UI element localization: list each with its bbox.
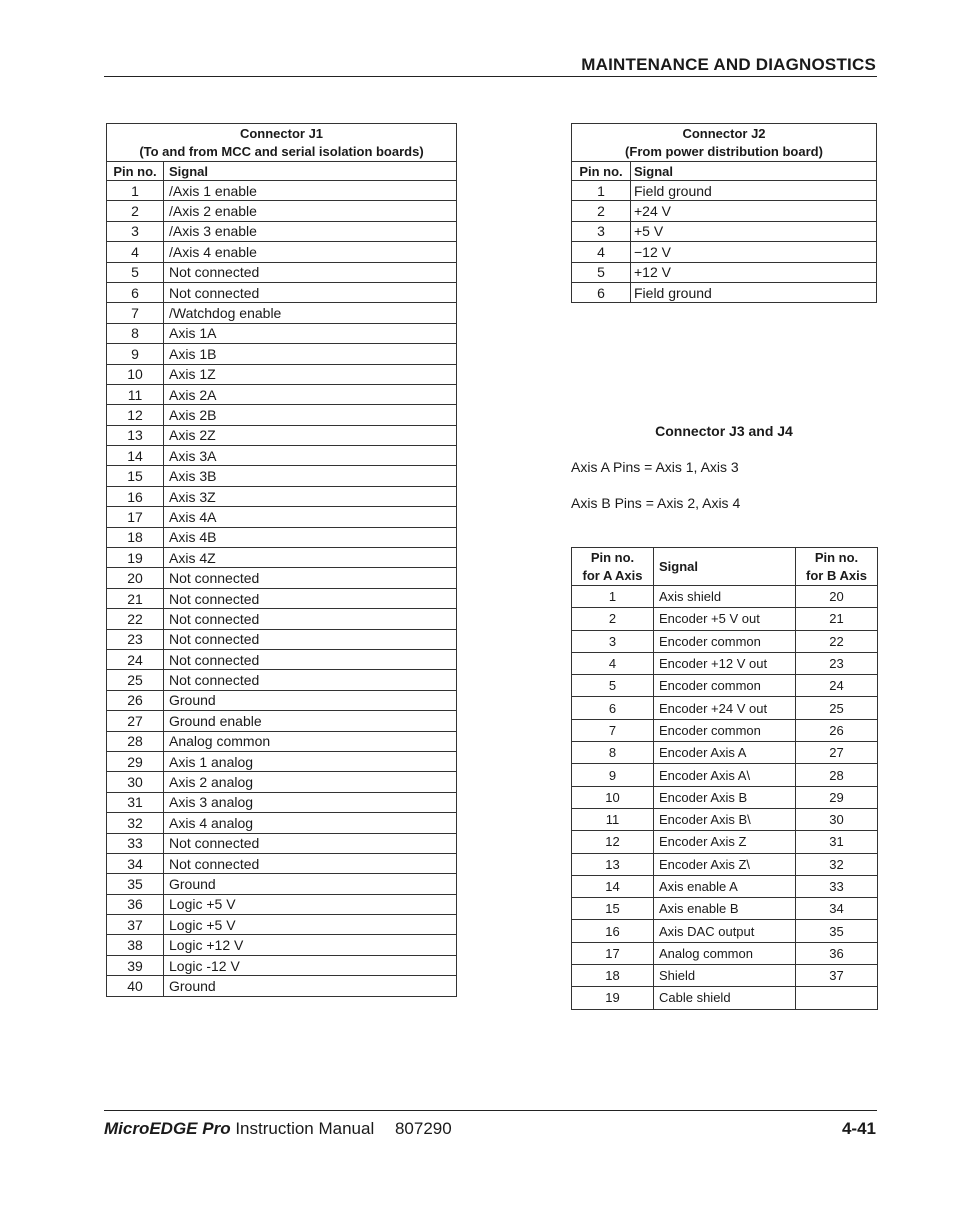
j34-cell: 24 — [796, 675, 878, 697]
j1-cell: 32 — [107, 813, 164, 833]
table-row — [572, 221, 877, 241]
j2-caption — [572, 124, 877, 162]
connector-j34-table — [571, 547, 878, 1010]
j2-cell: 2 — [572, 201, 631, 221]
table-row — [107, 976, 457, 996]
j34-cell: 7 — [572, 719, 654, 741]
j34-cell: 22 — [796, 630, 878, 652]
table-row — [107, 874, 457, 894]
j34-cell: 11 — [572, 808, 654, 830]
j34-cell: Encoder Axis A — [654, 742, 796, 764]
j34-cell: 1 — [572, 586, 654, 608]
j1-cell: 38 — [107, 935, 164, 955]
footer-divider — [104, 1110, 877, 1111]
table-row — [107, 242, 457, 262]
j34-cell: 37 — [796, 965, 878, 987]
table-row — [107, 649, 457, 669]
table-row — [107, 568, 457, 588]
table-row — [572, 262, 877, 282]
table-row — [572, 282, 877, 302]
j34-cell: Encoder common — [654, 675, 796, 697]
j34-col-b-line1: Pin no. — [814, 549, 859, 565]
j1-cell: 5 — [107, 262, 164, 282]
j1-cell: 16 — [107, 486, 164, 506]
j1-cell: 39 — [107, 955, 164, 975]
j2-cell: +24 V — [631, 201, 877, 221]
j34-cell: 10 — [572, 786, 654, 808]
j34-note-a: Axis A Pins = Axis 1, Axis 3 — [571, 459, 739, 475]
j34-cell: Encoder Axis A\ — [654, 764, 796, 786]
table-row — [107, 364, 457, 384]
table-row — [572, 201, 877, 221]
j1-cell: Axis 3Z — [164, 486, 457, 506]
table-row — [572, 764, 878, 786]
table-row — [107, 507, 457, 527]
j34-cell: Axis DAC output — [654, 920, 796, 942]
j1-cell: /Axis 4 enable — [164, 242, 457, 262]
j1-cell: 18 — [107, 527, 164, 547]
table-row — [572, 808, 878, 830]
j1-cell: 26 — [107, 690, 164, 710]
j1-cell: /Axis 2 enable — [164, 201, 457, 221]
j1-cell: 27 — [107, 711, 164, 731]
j1-cell: 29 — [107, 751, 164, 771]
j34-cell: 25 — [796, 697, 878, 719]
table-row — [107, 282, 457, 302]
j34-cell: 27 — [796, 742, 878, 764]
j34-cell: Axis shield — [654, 586, 796, 608]
table-row — [107, 548, 457, 568]
j2-col-signal: Signal — [631, 162, 877, 181]
table-row — [572, 920, 878, 942]
j34-col-signal: Signal — [654, 548, 796, 586]
j34-cell: 21 — [796, 608, 878, 630]
j34-cell: Shield — [654, 965, 796, 987]
j1-cell: 40 — [107, 976, 164, 996]
j2-cell: 4 — [572, 242, 631, 262]
table-row — [107, 588, 457, 608]
j1-cell: 7 — [107, 303, 164, 323]
j1-cell: Axis 2 analog — [164, 772, 457, 792]
table-row — [107, 894, 457, 914]
j1-cell: 36 — [107, 894, 164, 914]
footer-brand: MicroEDGE Pro — [104, 1119, 231, 1138]
j2-col-pin: Pin no. — [572, 162, 631, 181]
j1-cell: 11 — [107, 384, 164, 404]
j34-cell: 9 — [572, 764, 654, 786]
j1-caption — [107, 124, 457, 162]
j2-cell: 1 — [572, 181, 631, 201]
j34-cell: 19 — [572, 987, 654, 1009]
j1-cell: /Axis 3 enable — [164, 221, 457, 241]
connector-j1-table — [106, 123, 457, 997]
table-row — [107, 466, 457, 486]
table-row — [107, 853, 457, 873]
j34-cell: 8 — [572, 742, 654, 764]
j34-cell: Encoder Axis Z — [654, 831, 796, 853]
j1-cell: 28 — [107, 731, 164, 751]
table-row — [572, 586, 878, 608]
j1-cell: 15 — [107, 466, 164, 486]
j34-col-a-line1: Pin no. — [590, 549, 635, 565]
j1-title: Connector J1 — [239, 125, 324, 141]
table-row — [107, 425, 457, 445]
j34-cell: 6 — [572, 697, 654, 719]
j34-cell: 5 — [572, 675, 654, 697]
j34-title: Connector J3 and J4 — [655, 423, 793, 439]
table-row — [572, 652, 878, 674]
table-row — [572, 630, 878, 652]
j1-cell: Axis 4 analog — [164, 813, 457, 833]
j1-cell: Ground — [164, 874, 457, 894]
table-row — [107, 181, 457, 201]
j1-cell: Axis 4Z — [164, 548, 457, 568]
table-row — [572, 898, 878, 920]
page-header-title: MAINTENANCE AND DIAGNOSTICS — [581, 55, 876, 74]
j34-cell: Axis enable B — [654, 898, 796, 920]
table-row — [107, 344, 457, 364]
j34-cell: 34 — [796, 898, 878, 920]
j1-cell: Ground — [164, 976, 457, 996]
j1-cell: 6 — [107, 282, 164, 302]
j1-cell: 1 — [107, 181, 164, 201]
j34-col-a-line2: for A Axis — [582, 567, 643, 583]
j1-cell: 10 — [107, 364, 164, 384]
j2-rows — [572, 181, 877, 303]
j1-cell: Ground enable — [164, 711, 457, 731]
j1-subtitle: (To and from MCC and serial isolation boards) — [139, 143, 424, 159]
j34-cell: 18 — [572, 965, 654, 987]
j1-cell: 30 — [107, 772, 164, 792]
j1-cell: Axis 2A — [164, 384, 457, 404]
j1-cell: Not connected — [164, 629, 457, 649]
j1-cell: 20 — [107, 568, 164, 588]
table-row — [572, 608, 878, 630]
j1-rows — [107, 181, 457, 997]
table-row — [107, 751, 457, 771]
table-row — [107, 384, 457, 404]
j34-cell: 31 — [796, 831, 878, 853]
j34-cell: Encoder +5 V out — [654, 608, 796, 630]
j34-col-a — [572, 548, 654, 586]
j34-cell: 20 — [796, 586, 878, 608]
table-row — [572, 965, 878, 987]
j34-cell: 13 — [572, 853, 654, 875]
j1-cell: 17 — [107, 507, 164, 527]
j1-cell: Axis 4B — [164, 527, 457, 547]
j34-cell — [796, 987, 878, 1009]
j1-cell: Logic +12 V — [164, 935, 457, 955]
table-row — [107, 446, 457, 466]
j2-cell: Field ground — [631, 181, 877, 201]
j1-cell: Not connected — [164, 262, 457, 282]
j1-cell: 14 — [107, 446, 164, 466]
j34-cell: 12 — [572, 831, 654, 853]
table-row — [572, 875, 878, 897]
j1-cell: Logic +5 V — [164, 915, 457, 935]
j2-cell: 3 — [572, 221, 631, 241]
j34-cell: Encoder common — [654, 719, 796, 741]
j1-cell: Logic +5 V — [164, 894, 457, 914]
table-row — [572, 987, 878, 1009]
table-row — [107, 813, 457, 833]
j1-cell: 22 — [107, 609, 164, 629]
j1-cell: Axis 1A — [164, 323, 457, 343]
table-row — [107, 670, 457, 690]
j1-cell: Ground — [164, 690, 457, 710]
j1-cell: Axis 1B — [164, 344, 457, 364]
footer-doc-number: 807290 — [394, 1119, 452, 1138]
j1-cell: Axis 3A — [164, 446, 457, 466]
table-row — [107, 629, 457, 649]
table-row — [107, 955, 457, 975]
table-row — [572, 742, 878, 764]
j1-cell: Analog common — [164, 731, 457, 751]
j1-cell: 37 — [107, 915, 164, 935]
j2-cell: Field ground — [631, 282, 877, 302]
j34-rows — [572, 586, 878, 1010]
table-row — [107, 609, 457, 629]
j1-cell: Not connected — [164, 568, 457, 588]
j1-cell: 25 — [107, 670, 164, 690]
j1-cell: Not connected — [164, 588, 457, 608]
j1-cell: Not connected — [164, 649, 457, 669]
table-row — [107, 772, 457, 792]
j34-cell: 35 — [796, 920, 878, 942]
j1-cell: 2 — [107, 201, 164, 221]
connector-j2-table — [571, 123, 877, 303]
j34-cell: Analog common — [654, 942, 796, 964]
j34-cell: 30 — [796, 808, 878, 830]
j34-cell: 14 — [572, 875, 654, 897]
table-row — [107, 792, 457, 812]
table-row — [107, 915, 457, 935]
j34-cell: Encoder Axis Z\ — [654, 853, 796, 875]
j1-col-pin: Pin no. — [107, 162, 164, 181]
j2-cell: 6 — [572, 282, 631, 302]
j1-cell: 35 — [107, 874, 164, 894]
table-row — [107, 405, 457, 425]
footer-manual-title — [104, 1119, 452, 1139]
j1-cell: Logic -12 V — [164, 955, 457, 975]
header-divider — [104, 76, 877, 77]
j34-cell: Encoder Axis B — [654, 786, 796, 808]
j34-cell: Encoder common — [654, 630, 796, 652]
table-row — [107, 527, 457, 547]
j1-cell: 3 — [107, 221, 164, 241]
table-row — [107, 262, 457, 282]
table-row — [572, 675, 878, 697]
table-row — [107, 690, 457, 710]
j1-cell: 24 — [107, 649, 164, 669]
j2-subtitle: (From power distribution board) — [625, 143, 823, 159]
table-row — [107, 221, 457, 241]
j2-cell: +12 V — [631, 262, 877, 282]
j34-cell: 23 — [796, 652, 878, 674]
j2-cell: −12 V — [631, 242, 877, 262]
j1-cell: Axis 3 analog — [164, 792, 457, 812]
table-row — [572, 697, 878, 719]
j1-col-signal: Signal — [164, 162, 457, 181]
j34-cell: 33 — [796, 875, 878, 897]
j2-title: Connector J2 — [682, 125, 766, 141]
j1-cell: /Watchdog enable — [164, 303, 457, 323]
j1-cell: 13 — [107, 425, 164, 445]
j34-cell: 36 — [796, 942, 878, 964]
j1-cell: 31 — [107, 792, 164, 812]
j34-cell: 28 — [796, 764, 878, 786]
j34-cell: Cable shield — [654, 987, 796, 1009]
j1-cell: 33 — [107, 833, 164, 853]
j1-cell: 8 — [107, 323, 164, 343]
table-row — [107, 323, 457, 343]
table-row — [572, 181, 877, 201]
j34-cell: 16 — [572, 920, 654, 942]
j1-cell: 19 — [107, 548, 164, 568]
j1-cell: Axis 3B — [164, 466, 457, 486]
j1-cell: Axis 4A — [164, 507, 457, 527]
j1-cell: 34 — [107, 853, 164, 873]
table-row — [107, 935, 457, 955]
table-row — [572, 242, 877, 262]
j34-cell: 29 — [796, 786, 878, 808]
j1-cell: Not connected — [164, 282, 457, 302]
j34-cell: 26 — [796, 719, 878, 741]
j34-col-b — [796, 548, 878, 586]
j1-cell: Not connected — [164, 670, 457, 690]
j1-cell: 4 — [107, 242, 164, 262]
j2-cell: 5 — [572, 262, 631, 282]
table-row — [572, 786, 878, 808]
table-row — [107, 711, 457, 731]
table-row — [572, 853, 878, 875]
j34-cell: 15 — [572, 898, 654, 920]
table-row — [572, 942, 878, 964]
j34-cell: Encoder Axis B\ — [654, 808, 796, 830]
table-row — [572, 719, 878, 741]
j1-cell: /Axis 1 enable — [164, 181, 457, 201]
j34-cell: 2 — [572, 608, 654, 630]
j34-cell: 4 — [572, 652, 654, 674]
j1-cell: 9 — [107, 344, 164, 364]
j1-cell: Not connected — [164, 609, 457, 629]
j34-cell: 17 — [572, 942, 654, 964]
j1-cell: 23 — [107, 629, 164, 649]
j34-cell: 32 — [796, 853, 878, 875]
j1-cell: Axis 1 analog — [164, 751, 457, 771]
j34-cell: 3 — [572, 630, 654, 652]
j34-cell: Axis enable A — [654, 875, 796, 897]
j1-cell: Axis 2Z — [164, 425, 457, 445]
table-row — [107, 833, 457, 853]
page-number: 4-41 — [841, 1119, 876, 1138]
j34-note-b: Axis B Pins = Axis 2, Axis 4 — [571, 495, 741, 511]
j1-cell: Not connected — [164, 853, 457, 873]
j34-cell: Encoder +24 V out — [654, 697, 796, 719]
footer-manual: Instruction Manual — [235, 1119, 375, 1138]
table-row — [107, 303, 457, 323]
j2-cell: +5 V — [631, 221, 877, 241]
table-row — [107, 201, 457, 221]
j1-cell: Axis 1Z — [164, 364, 457, 384]
j34-col-b-line2: for B Axis — [806, 567, 867, 583]
table-row — [107, 731, 457, 751]
j1-cell: 12 — [107, 405, 164, 425]
table-row — [107, 486, 457, 506]
table-row — [572, 831, 878, 853]
j1-cell: Axis 2B — [164, 405, 457, 425]
j1-cell: 21 — [107, 588, 164, 608]
j1-cell: Not connected — [164, 833, 457, 853]
j34-cell: Encoder +12 V out — [654, 652, 796, 674]
